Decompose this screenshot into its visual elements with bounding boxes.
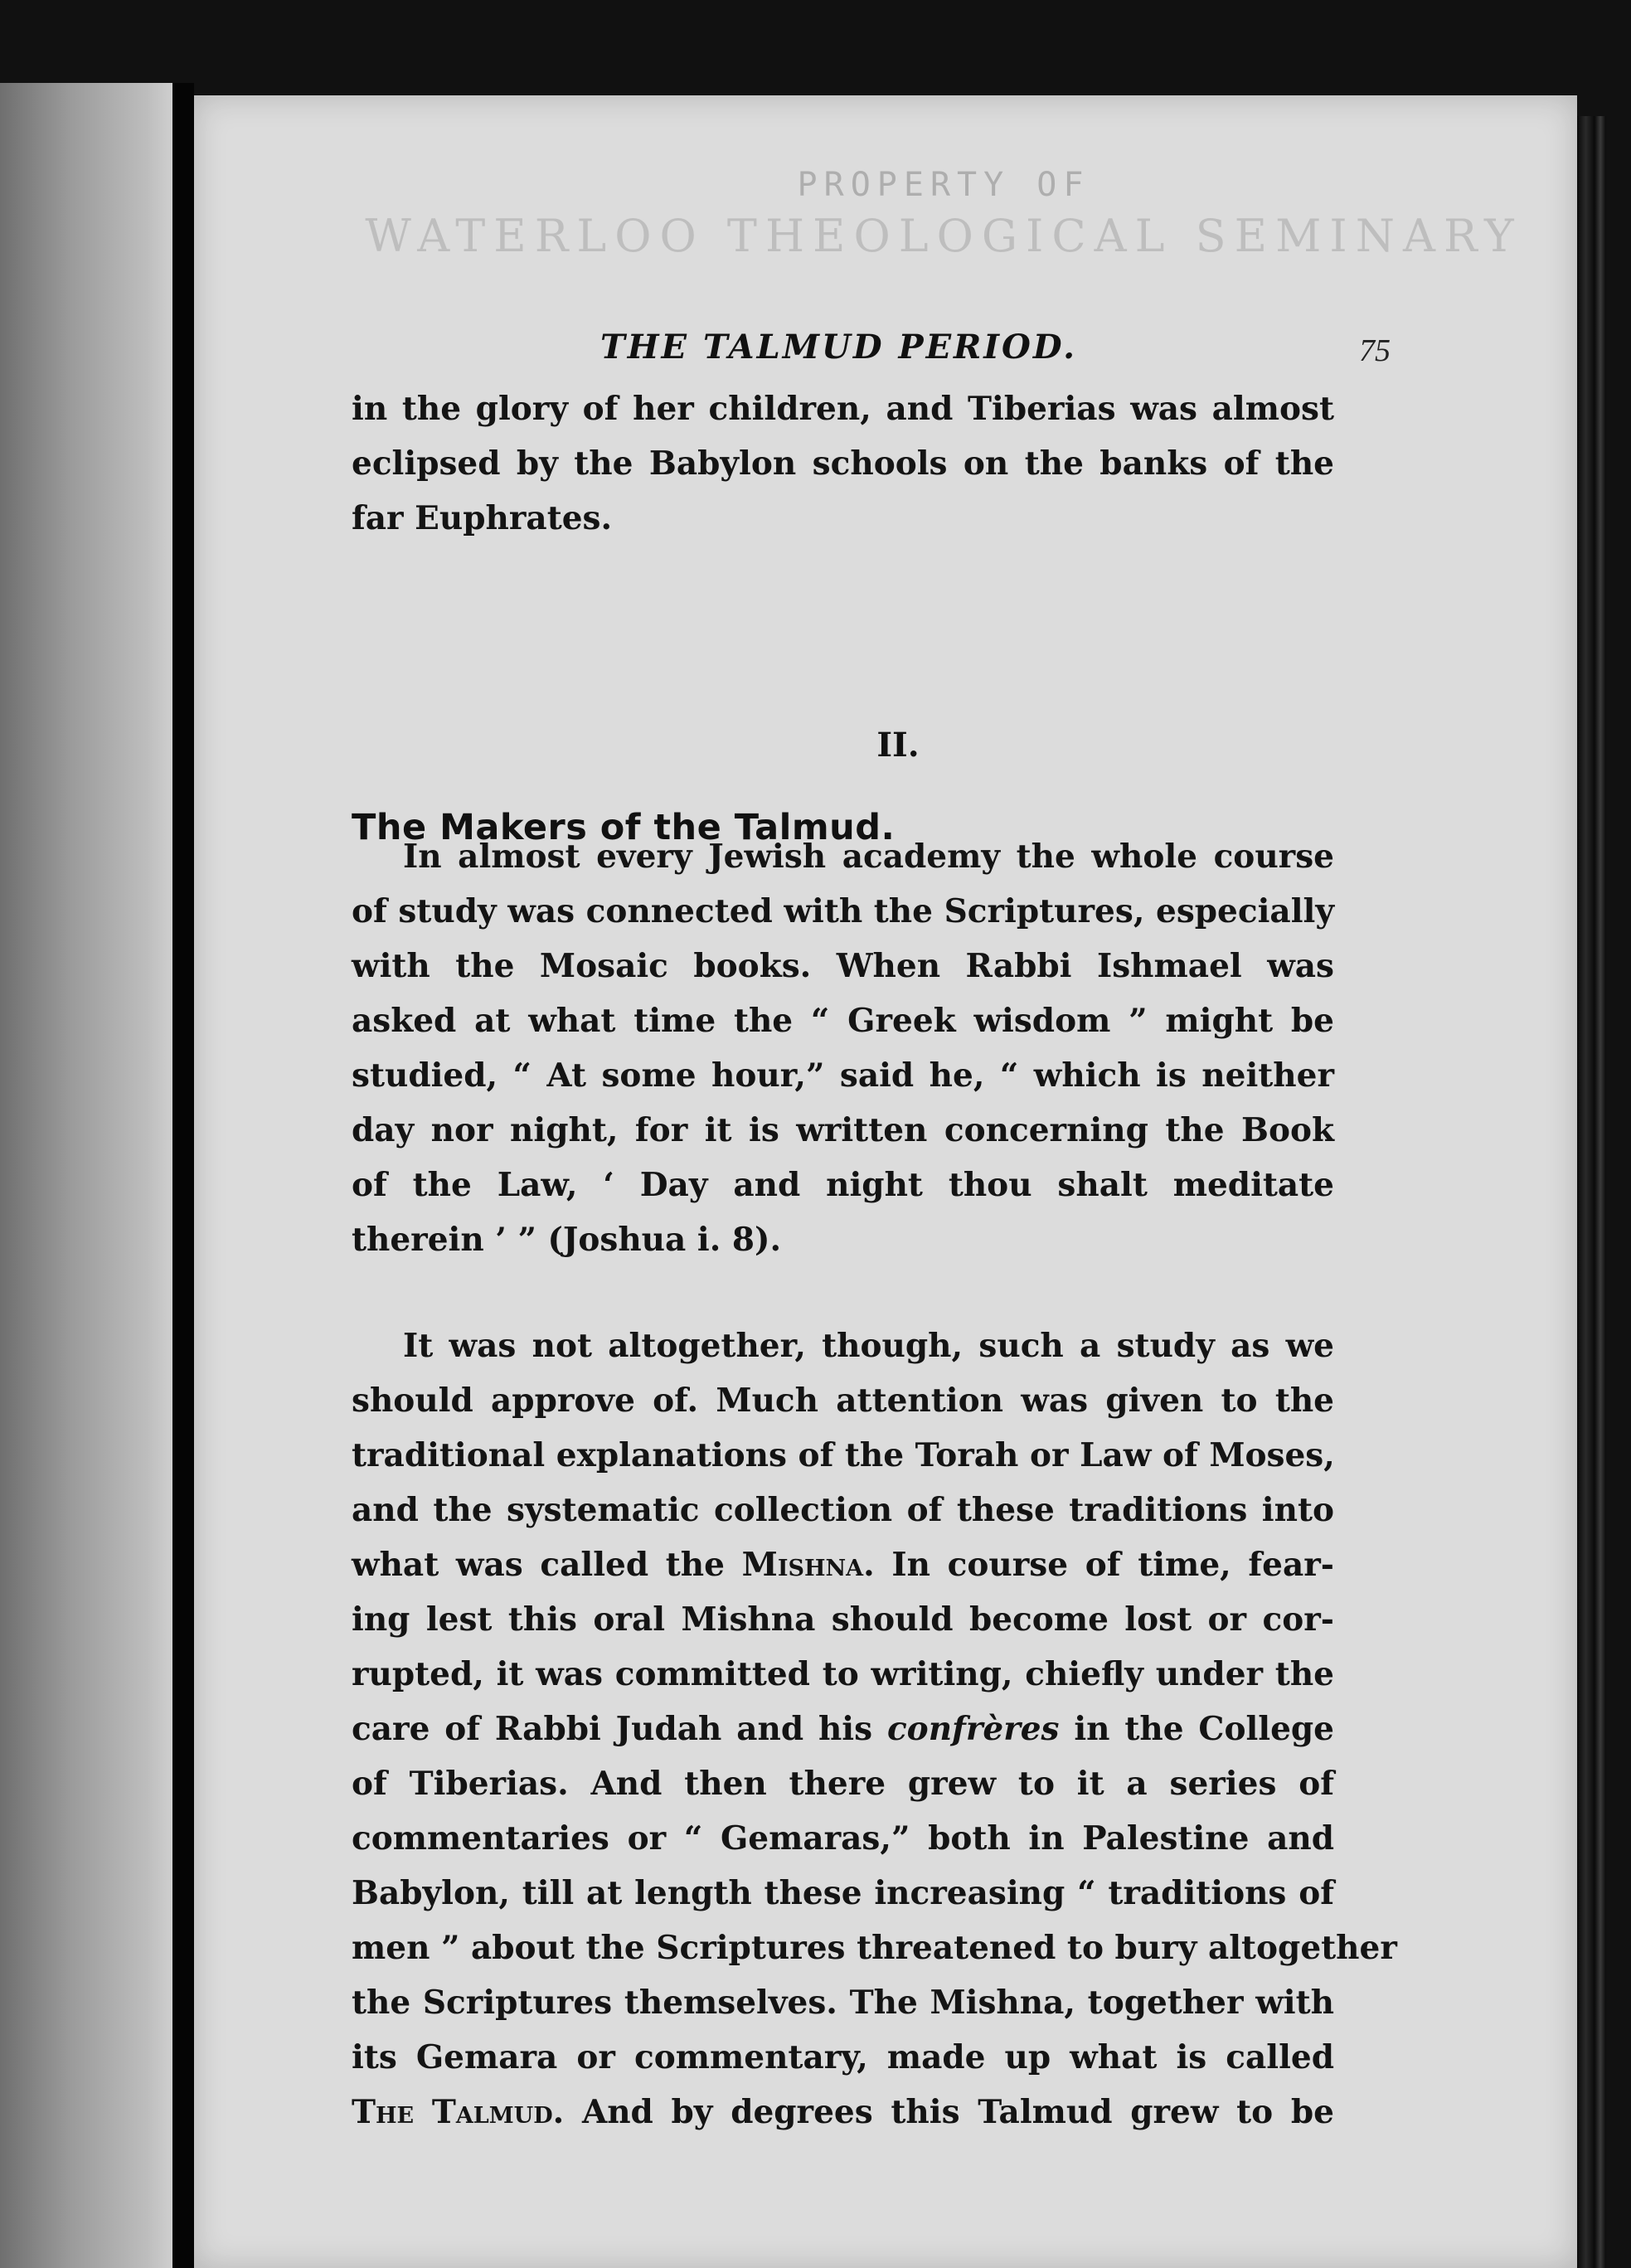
text-run: in the College (1059, 1710, 1334, 1748)
book-fore-edge (1577, 116, 1606, 2268)
text-line: men ” about the Scriptures threatened to bury altogether (352, 1929, 1397, 1967)
text-line: should approve of. Much attention was given to the (352, 1382, 1334, 1420)
text-line: in the glory of her children, and Tiberias was almost (352, 390, 1334, 428)
text-line: far Euphrates. (352, 499, 613, 537)
text-line: It was not altogether, though, such a study as we (403, 1327, 1334, 1365)
text-line: and the systematic collection of these traditions into (352, 1491, 1334, 1529)
text-line: asked at what time the “ Greek wisdom ” might be (352, 1002, 1334, 1040)
confreres-italic: confrères (886, 1710, 1060, 1748)
text-run: care of Rabbi Judah and his (352, 1710, 887, 1748)
text-line: Babylon, till at length these increasing “ traditions of (352, 1874, 1334, 1912)
text-line: of study was connected with the Scriptures, especially (352, 892, 1334, 930)
text-line: commentaries or “ Gemaras,” both in Palestine and (352, 1819, 1334, 1858)
text-line (352, 2085, 1334, 2139)
text-line: day nor night, for it is written concerning the Book (352, 1111, 1334, 1149)
text-line: studied, “ At some hour,” said he, “ which is neither (352, 1056, 1334, 1095)
talmud-small-caps: The Talmud (352, 2093, 553, 2131)
mishna-small-caps: Mishna (741, 1546, 864, 1584)
book-page (194, 95, 1577, 2268)
text-line: with the Mosaic books. When Rabbi Ishmael was (352, 947, 1334, 985)
library-stamp-line-2: WATERLOO THEOLOGICAL SEMINARY (365, 210, 1522, 262)
paragraph-1 (352, 829, 1334, 1267)
running-head: THE TALMUD PERIOD. (600, 328, 1078, 367)
opening-paragraph (352, 381, 1334, 546)
section-numeral-text: II. (876, 726, 920, 765)
text-line: its Gemara or commentary, made up what is called (352, 2038, 1334, 2076)
section-title: The Makers of the Talmud. (352, 807, 896, 848)
paragraph-2 (352, 1319, 1397, 2139)
text-line: ing lest this oral Mishna should become lost or cor- (352, 1600, 1334, 1639)
text-run: what was called the (352, 1546, 742, 1584)
text-line: In almost every Jewish academy the whole course (403, 838, 1334, 876)
text-run: . In course of time, fear- (863, 1546, 1334, 1584)
text-line: rupted, it was committed to writing, chiefly under the (352, 1655, 1334, 1693)
text-line: traditional explanations of the Torah or Law of Moses, (352, 1436, 1335, 1474)
text-line: of the Law, ‘ Day and night thou shalt meditate (352, 1166, 1334, 1204)
text-run: . And by degrees this Talmud grew to be (552, 2093, 1334, 2131)
text-line (352, 1537, 1334, 1592)
text-line: therein ’ ” (Joshua i. 8). (352, 1221, 782, 1259)
text-line: the Scriptures themselves. The Mishna, together with (352, 1984, 1334, 2022)
text-line: eclipsed by the Babylon schools on the banks of the (352, 444, 1334, 483)
library-stamp-line-1: PROPERTY OF (797, 166, 1090, 204)
text-line (352, 1702, 1334, 1756)
page-number: 75 (1359, 333, 1391, 368)
section-numeral (194, 726, 1577, 765)
facing-page-edge (0, 83, 172, 2268)
text-line: of Tiberias. And then there grew to it a series of (352, 1765, 1334, 1803)
book-gutter (172, 83, 194, 2268)
